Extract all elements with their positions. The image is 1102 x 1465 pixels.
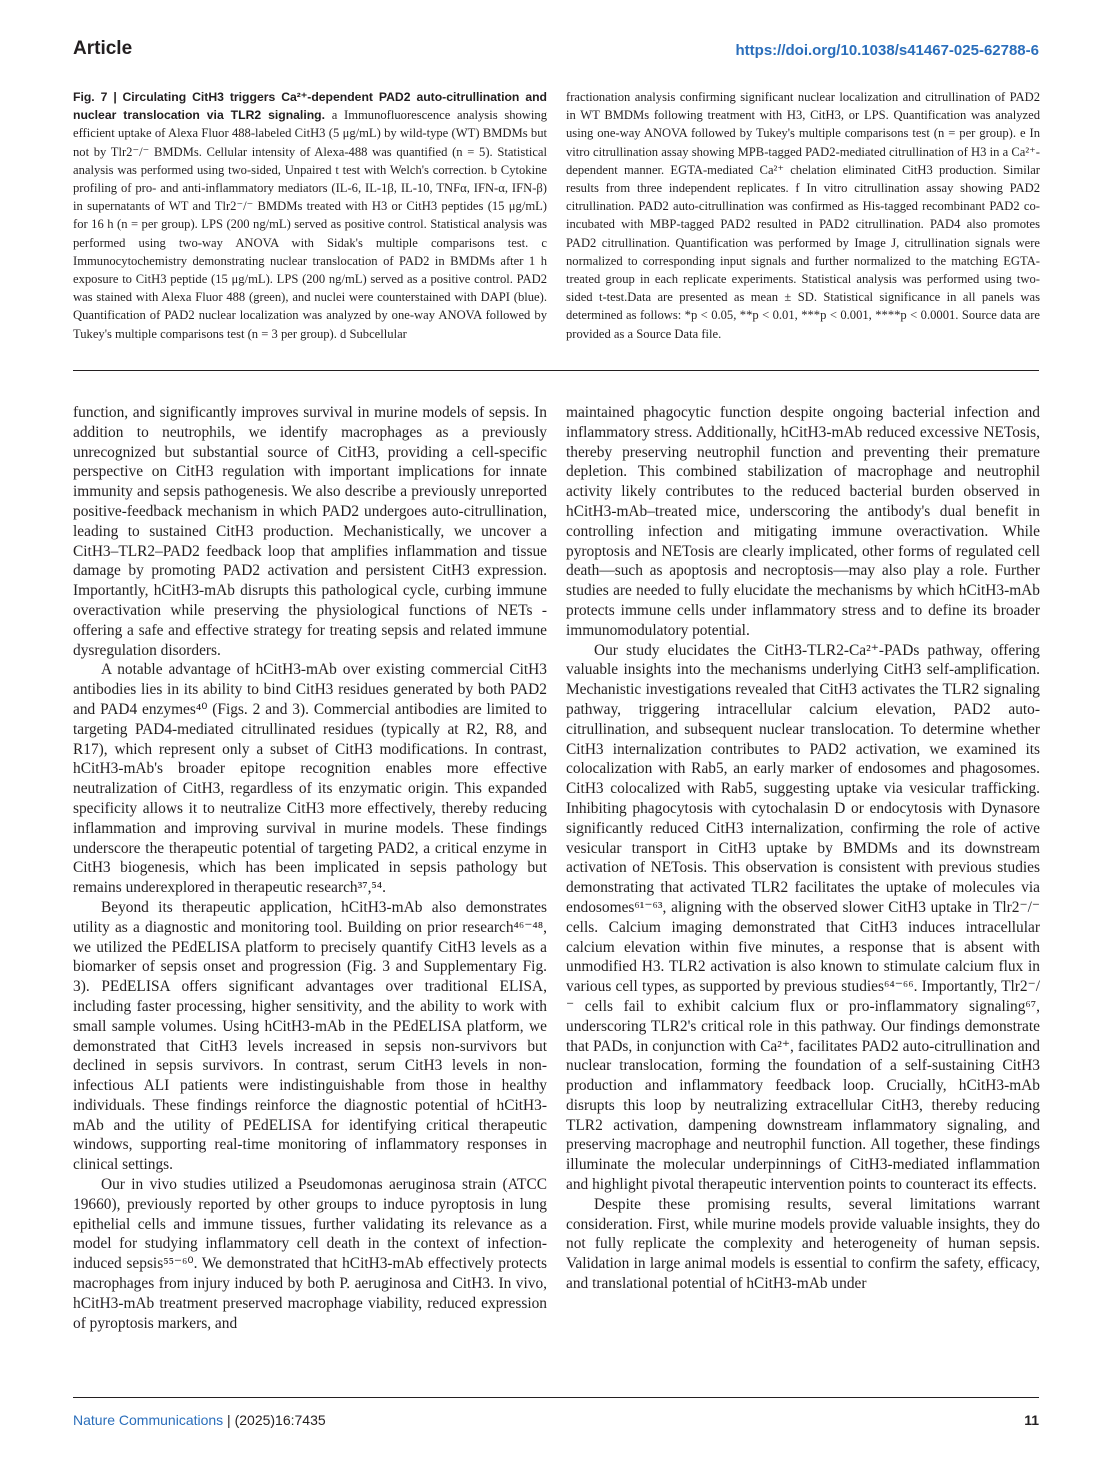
figure-label: Fig. 7 | xyxy=(73,90,117,104)
section-label: Article xyxy=(73,38,133,59)
footer-citation xyxy=(73,1412,326,1428)
paragraph: function, and significantly improves survival in murine models of sepsis. In addition to neutrophils, we identify macrophages as a previously unrecognized but substantial source of CitH3, providing a cell-specific perspective on CitH3 regulation with important implications for innate immunity and sepsis pathogenesis. We also describe a previously unreported positive-feedback mechanism in which PAD2 undergoes auto-citrullination, leading to sustained CitH3 production. Mechanistically, we uncover a CitH3–TLR2–PAD2 feedback loop that amplifies inflammation and tissue damage by promoting PAD2 activation and persistent CitH3 expression. Importantly, hCitH3-mAb disrupts this pathological cycle, curbing immune overactivation while preserving the physiological functions of NETs - offering a safe and effective strategy for treating sepsis and related immune dysregulation disorders. xyxy=(73,404,547,659)
figure-caption-left xyxy=(73,88,547,343)
paragraph: Beyond its therapeutic application, hCitH3-mAb also demonstrates utility as a diagnostic and monitoring tool. Building on prior research⁴⁶⁻⁴⁸, we utilized the PEdELISA platform to precisely quantify CitH3 levels as a biomarker of sepsis onset and progression (Fig. 3 and Supplementary Fig. 3). PEdELISA offers significant advantages over traditional ELISA, including faster processing, higher sensitivity, and the ability to work with small sample volumes. Using hCitH3-mAb in the PEdELISA platform, we demonstrated that CitH3 levels increased in sepsis non-survivors but declined in sepsis survivors. In contrast, serum CitH3 levels in non-infectious ALI patients were indistinguishable from those in healthy individuals. These findings reinforce the diagnostic potential of hCitH3-mAb and the utility of PEdELISA for identifying critical therapeutic windows, supporting real-time monitoring of inflammatory responses in clinical settings. xyxy=(73,898,547,1174)
figure-caption-right xyxy=(566,88,1040,343)
page-number: 11 xyxy=(1024,1412,1039,1428)
paragraph: Our in vivo studies utilized a Pseudomonas aeruginosa strain (ATCC 19660), previously reported by other groups to induce pyroptosis in lung epithelial cells and immune tissues, further validating its relevance as a model for studying inflammatory cell death in the context of infection-induced sepsis⁵⁵⁻⁶⁰. We demonstrated that hCitH3-mAb effectively protects macrophages from injury induced by both P. aeruginosa and CitH3. In vivo, hCitH3-mAb treatment preserved macrophage viability, reduced expression of pyroptosis markers, and xyxy=(73,1176,547,1332)
figure-title: Circulating CitH3 triggers Ca²⁺-dependent PAD2 auto-citrullination and nuclear translocation via TLR2 signaling. xyxy=(73,90,547,123)
paragraph: Despite these promising results, several limitations warrant consideration. First, while murine models provide valuable insights, they do not fully replicate the complexity and heterogeneity of human sepsis. Validation in large animal models is essential to confirm the safety, efficacy, and translational potential of hCitH3-mAb under xyxy=(566,1195,1040,1293)
body-column-left xyxy=(73,403,547,1333)
body-column-right xyxy=(566,403,1040,1294)
caption-text-left: a Immunofluorescence analysis showing efficient uptake of Alexa Fluor 488-labeled CitH3 (5 μg/mL) by wild-type (WT) BMDMs but not by Tlr2⁻/⁻ BMDMs. Cellular intensity of Alexa-488 was quantified (n = 5). Statistical analysis was performed using two-sided, Unpaired t test with Welch's correction. b Cytokine profiling of pro- and anti-inflammatory mediators (IL-6, IL-1β, IL-10, TNFα, IFN-α, IFN-β) in supernatants of WT and Tlr2⁻/⁻ BMDMs treated with H3 or CitH3 peptides (15 μg/mL) for 16 h (n = per group). LPS (200 ng/mL) served as positive control. Statistical analysis was performed using two-way ANOVA with Sidak's multiple comparisons test. c Immunocytochemistry demonstrating nuclear translocation of PAD2 in BMDMs after 1 h exposure to CitH3 peptide (15 μg/mL). LPS (200 ng/mL) served as a positive control. PAD2 was stained with Alexa Fluor 488 (green), and nuclei were counterstained with DAPI (blue). Quantification of PAD2 nuclear localization was analyzed by one-way ANOVA followed by Tukey's multiple comparisons test (n = 3 per group). d Subcellular xyxy=(73,108,547,341)
paragraph: A notable advantage of hCitH3-mAb over existing commercial CitH3 antibodies lies in its ability to bind CitH3 residues generated by both PAD2 and PAD4 enzymes⁴⁰ (Figs. 2 and 3). Commercial antibodies are limited to targeting PAD4-mediated citrullinated residues (typically at R2, R8, and R17), which represent only a subset of CitH3 modifications. In contrast, hCitH3-mAb's broader epitope recognition enables more effective neutralization of CitH3, regardless of its enzymatic origin. This expanded specificity allows it to neutralize CitH3 more effectively, thereby reducing inflammation and improving survival in murine models. These findings underscore the therapeutic potential of targeting PAD2, a critical enzyme in CitH3 biogenesis, which has been implicated in sepsis pathology but remains underexplored in therapeutic research³⁷,⁵⁴. xyxy=(73,661,547,897)
journal-name[interactable]: Nature Communications xyxy=(73,1412,224,1428)
caption-divider xyxy=(73,370,1039,371)
paragraph: maintained phagocytic function despite ongoing bacterial infection and inflammatory stress. Additionally, hCitH3-mAb reduced excessive NETosis, thereby preserving neutrophil function and preventing their premature depletion. This combined stabilization of macrophage and neutrophil activity likely contributes to the reduced bacterial burden observed in hCitH3-mAb–treated mice, underscoring the antibody's dual benefit in controlling infection and mitigating immune overactivation. While pyroptosis and NETosis are clearly implicated, other forms of regulated cell death—such as apoptosis and necroptosis—may also play a role. Further studies are needed to fully elucidate the mechanisms by which hCitH3-mAb protects immune cells under inflammatory stress and to define its broader immunomodulatory potential. xyxy=(566,404,1040,639)
citation-text: | (2025)16:7435 xyxy=(223,1412,326,1428)
paragraph: Our study elucidates the CitH3-TLR2-Ca²⁺-PADs pathway, offering valuable insights into the mechanisms underlying CitH3 self-amplification. Mechanistic investigations revealed that CitH3 activates the TLR2 signaling pathway, triggering intracellular calcium elevation, PAD2 auto-citrullination, and subsequent nuclear translocation. To determine whether CitH3 internalization contributes to PAD2 activation, we examined its colocalization with Rab5, an early marker of endosomes and phagosomes. CitH3 colocalized with Rab5, suggesting uptake via vesicular trafficking. Inhibiting phagocytosis with cytochalasin D or endocytosis with Dynasore significantly reduced CitH3 internalization, confirming the role of active vesicular transport in CitH3 uptake by BMDMs and its downstream activation of NETosis. This observation is consistent with previous studies demonstrating that activated TLR2 facilitates the uptake of molecules via endosomes⁶¹⁻⁶³, aligning with the observed slower CitH3 uptake in Tlr2⁻/⁻ cells. Calcium imaging demonstrated that CitH3 induces intracellular calcium elevation within five minutes, a response that is absent with unmodified H3. TLR2 activation is also known to stimulate calcium flux in various cell types, as supported by previous studies⁶⁴⁻⁶⁶. Importantly, Tlr2⁻/⁻ cells fail to exhibit calcium flux or pro-inflammatory signaling⁶⁷, underscoring TLR2's critical role in this pathway. Our findings demonstrate that PADs, in conjunction with Ca²⁺, facilitates PAD2 auto-citrullination and nuclear translocation, forming the foundation of a self-sustaining CitH3 production and inflammatory feedback loop. Crucially, hCitH3-mAb disrupts this loop by neutralizing extracellular CitH3, thereby reducing TLR2 activation, dampening downstream inflammatory signaling, and preserving macrophage and neutrophil function. All together, these findings illuminate the molecular underpinnings of CitH3-mediated inflammation and highlight pivotal therapeutic intervention points to counteract its effects. xyxy=(566,641,1040,1194)
doi-link[interactable]: https://doi.org/10.1038/s41467-025-62788-6 xyxy=(735,42,1039,59)
caption-text-right: fractionation analysis confirming significant nuclear localization and citrullination of PAD2 in WT BMDMs following treatment with H3, CitH3, or LPS. Quantification was analyzed using one-way ANOVA followed by Tukey's multiple comparisons test (n = per group). e In vitro citrullination assay showing MPB-tagged PAD2-mediated citrullination of H3 in a Ca²⁺-dependent manner. EGTA-mediated Ca²⁺ chelation eliminated CitH3 production. Similar results from three independent replicates. f In vitro citrullination assay showing PAD2 citrullination. PAD2 auto-citrullination was confirmed as His-tagged recombinant PAD2 co-incubated with MBP-tagged PAD2 resulted in PAD2 citrullination. PAD4 also promotes PAD2 citrullination. Quantification was performed by Image J, citrullination signals were normalized to corresponding input signals and further normalized to the matching EGTA-treated group in each replicate experiments. Statistical analysis was performed using two-sided t-test.Data are presented as mean ± SD. Statistical significance in all panels was determined as follows: *p < 0.05, **p < 0.01, ***p < 0.001, ****p < 0.0001. Source data are provided as a Source Data file. xyxy=(566,90,1040,341)
footer-divider xyxy=(73,1397,1039,1398)
